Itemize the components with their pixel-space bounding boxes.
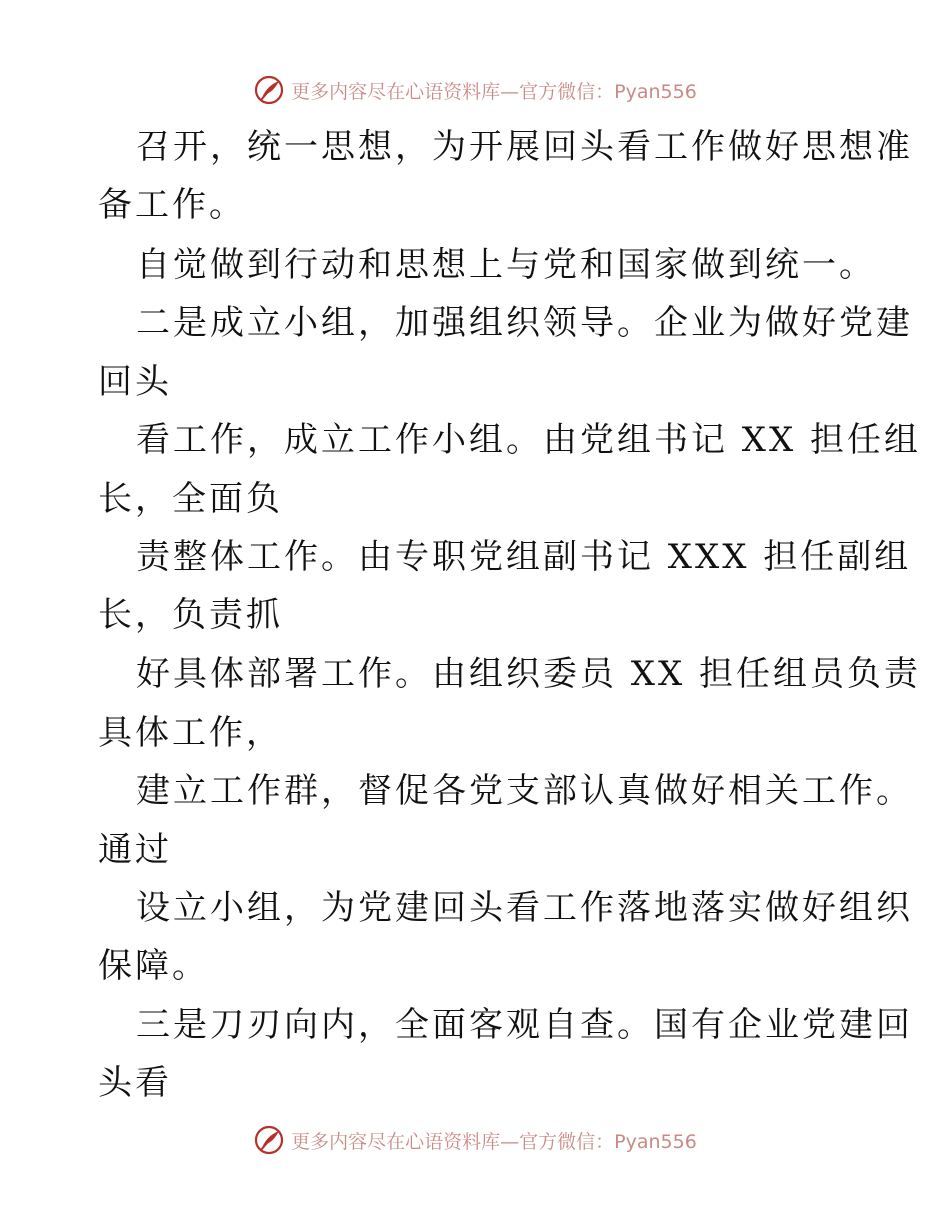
body-line: 通过: [98, 830, 172, 870]
feather-logo-icon: [253, 74, 285, 106]
body-line: 三是刀刃向内，全面客观自查。国有企业党建回: [136, 1005, 913, 1045]
watermark-footer: [0, 1120, 950, 1160]
body-line: 自觉做到行动和思想上与党和国家做到统一。: [136, 245, 876, 285]
body-line: 召开，统一思想，为开展回头看工作做好思想准: [136, 127, 913, 167]
body-line: 具体工作，: [98, 713, 283, 753]
body-line: 头看: [98, 1063, 172, 1103]
body-line: 长，负责抓: [98, 595, 283, 635]
body-line: 二是成立小组，加强组织领导。企业为做好党建: [136, 303, 913, 343]
watermark-text: [291, 1127, 697, 1154]
body-line: 责整体工作。由专职党组副书记 XXX 担任副组: [136, 537, 912, 577]
body-line: 回头: [98, 362, 172, 402]
body-line: 建立工作群，督促各党支部认真做好相关工作。: [136, 771, 913, 811]
body-line: 好具体部署工作。由组织委员 XX 担任组员负责: [136, 654, 922, 694]
watermark-wechat-id: Pyan556: [614, 80, 697, 103]
watermark-caption: 更多内容尽在心语资料库—官方微信：: [291, 1130, 615, 1153]
watermark-header: [0, 70, 950, 110]
body-line: 设立小组，为党建回头看工作落地落实做好组织: [136, 888, 913, 928]
body-line: 保障。: [98, 946, 209, 986]
feather-logo-icon: [253, 1124, 285, 1156]
watermark-wechat-id: Pyan556: [614, 1130, 697, 1153]
body-line: 备工作。: [98, 185, 246, 225]
watermark-text: [291, 77, 697, 104]
body-line: 看工作，成立工作小组。由党组书记 XX 担任组: [136, 420, 922, 460]
watermark-caption: 更多内容尽在心语资料库—官方微信：: [291, 80, 615, 103]
body-line: 长，全面负: [98, 479, 283, 519]
